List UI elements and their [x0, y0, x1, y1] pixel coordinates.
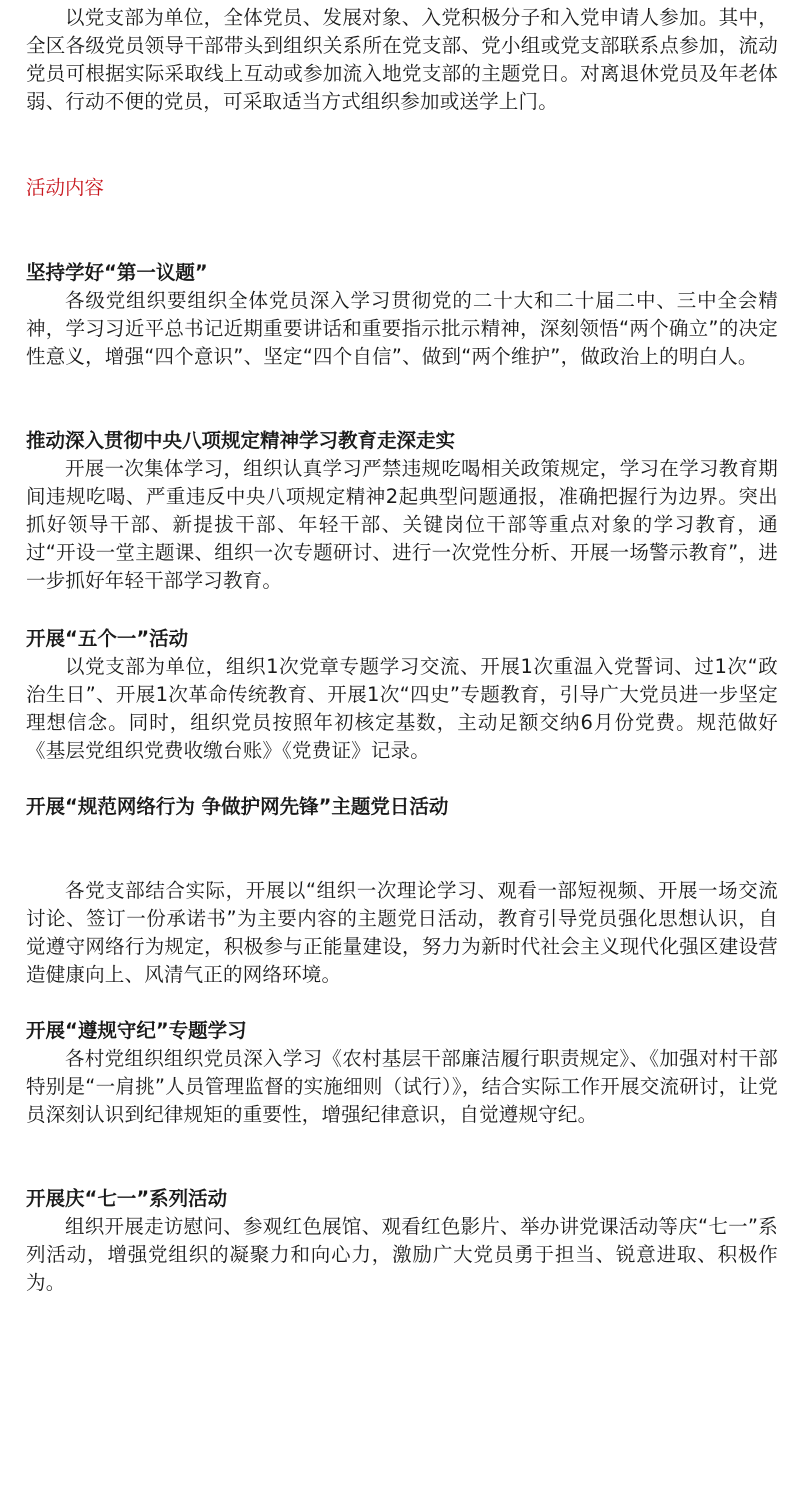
section-heading-6: 开展庆“七一”系列活动: [26, 1187, 228, 1210]
section-body-6: 组织开展走访慰问、参观红色展馆、观看红色影片、举办讲党课活动等庆“七一”系列活动，增强党组织的凝聚力和向心力，激励广大党员勇于担当、锐意进取、积极作为。: [26, 1215, 778, 1294]
section-heading-5: 开展“遵规守纪”专题学习: [26, 1019, 247, 1042]
section-body-5: 各村党组织组织党员深入学习《农村基层干部廉洁履行职责规定》、《加强对村干部特别是“一肩挑”人员管理监督的实施细则（试行）》，结合实际工作开展交流研讨，让党员深刻认识到纪律规矩的重要性，增强纪律意识，自觉遵规守纪。: [26, 1047, 778, 1126]
section-heading-2: 推动深入贯彻中央八项规定精神学习教育走深走实: [26, 429, 456, 452]
section-title: 活动内容: [26, 176, 105, 199]
section-heading-3: 开展“五个一”活动: [26, 627, 189, 650]
section-heading-1: 坚持学好“第一议题”: [26, 261, 208, 284]
section-body-3: 以党支部为单位，组织1次党章专题学习交流、开展1次重温入党誓词、过1次“政治生日”、开展1次革命传统教育、开展1次“四史”专题教育，引导广大党员进一步坚定理想信念。同时，组织党员按照年初核定基数，主动足额交纳6月份党费。规范做好《基层党组织党费收缴台账》《党费证》记录。: [26, 655, 778, 762]
section-heading-4: 开展“规范网络行为 争做护网先锋”主题党日活动: [26, 795, 449, 818]
section-body-2: 开展一次集体学习，组织认真学习严禁违规吃喝相关政策规定，学习在学习教育期间违规吃喝、严重违反中央八项规定精神2起典型问题通报，准确把握行为边界。突出抓好领导干部、新提拔干部、年轻干部、关键岗位干部等重点对象的学习教育，通过“开设一堂主题课、组织一次专题研讨、进行一次党性分析、开展一场警示教育”，进一步抓好年轻干部学习教育。: [26, 457, 778, 592]
section-body-1: 各级党组织要组织全体党员深入学习贯彻党的二十大和二十届二中、三中全会精神，学习习近平总书记近期重要讲话和重要指示批示精神，深刻领悟“两个确立”的决定性意义，增强“四个意识”、坚定“四个自信”、做到“两个维护”，做政治上的明白人。: [26, 289, 778, 368]
section-body-4: 各党支部结合实际，开展以“组织一次理论学习、观看一部短视频、开展一场交流讨论、签订一份承诺书”为主要内容的主题党日活动，教育引导党员强化思想认识，自觉遵守网络行为规定，积极参与正能量建设，努力为新时代社会主义现代化强区建设营造健康向上、风清气正的网络环境。: [26, 879, 778, 986]
intro-paragraph: 以党支部为单位，全体党员、发展对象、入党积极分子和入党申请人参加。其中，全区各级党员领导干部带头到组织关系所在党支部、党小组或党支部联系点参加，流动党员可根据实际采取线上互动或参加流入地党支部的主题党日。对离退休党员及年老体弱、行动不便的党员，可采取适当方式组织参加或送学上门。: [26, 6, 778, 113]
